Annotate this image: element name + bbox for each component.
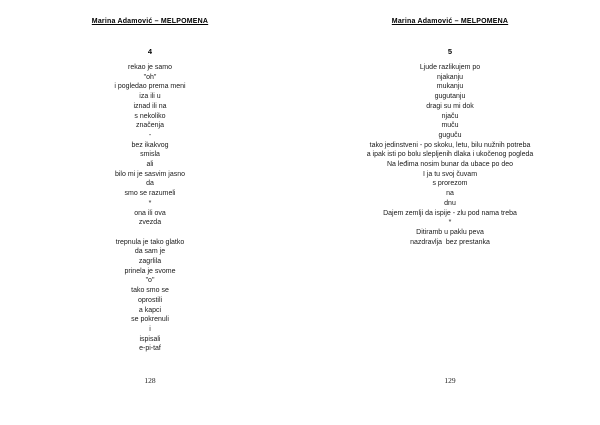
poem-line: s prorezom <box>432 180 468 188</box>
poem-line: dnu <box>444 199 456 207</box>
poem-line: značenja <box>135 122 165 130</box>
running-header-text: Marina Adamović – MELPOMENA <box>91 18 209 25</box>
poem-body <box>300 63 600 247</box>
poem-line: a kapci <box>138 306 162 314</box>
page-number: 128 <box>144 376 156 385</box>
poem-line: i pogledao prema meni <box>114 83 186 91</box>
running-header-text: Marina Adamović – MELPOMENA <box>391 18 509 25</box>
poem-line: nazdravlja bez prestanka <box>410 238 490 246</box>
poem-line: gugutanju <box>434 93 466 101</box>
poem-line: Ditiramb u paklu peva <box>416 228 484 236</box>
poem-line: dragi su mi dok <box>426 102 474 110</box>
poem-line: smo se razumeli <box>124 190 176 198</box>
poem-line: iznad ili na <box>133 102 167 110</box>
poem-line: ona ili ova <box>134 209 166 217</box>
poem-line: i <box>149 325 151 333</box>
poem-line: * <box>148 199 152 207</box>
poem-number: 5 <box>447 47 453 56</box>
running-header <box>0 18 300 25</box>
poem-line: - <box>148 131 152 139</box>
poem-line: zagrlila <box>138 258 162 266</box>
poem-line: prinela je svome <box>124 267 176 275</box>
poem-line: iza ili u <box>139 93 161 101</box>
poem-line: a ipak isti po bolu slepljenih dlaka i ukočenog pogleda <box>366 151 534 159</box>
poem-line: "o" <box>145 277 155 285</box>
poem-line: da <box>146 180 154 188</box>
poem-line: guguču <box>438 131 462 139</box>
poem-line: Ljude razlikujem po <box>419 64 481 71</box>
poem-line: I ja tu svoj čuvam <box>422 170 478 178</box>
page-right <box>300 0 600 425</box>
poem-line: njakanju <box>436 73 464 81</box>
poem-line: e-pi-taf <box>139 345 161 353</box>
poem-line: tako smo se <box>131 287 169 295</box>
poem-line: da sam je <box>134 248 166 256</box>
poem-line: ali <box>146 161 154 169</box>
poem-line: ispisali <box>139 335 161 343</box>
poem-number: 4 <box>147 47 153 56</box>
poem-body <box>0 63 300 354</box>
running-header <box>300 18 600 25</box>
poem-line: * <box>448 219 452 227</box>
poem-line <box>0 228 300 238</box>
poem-line: oprostili <box>137 296 163 304</box>
poem-line: Dajem zemlji da ispije - zlu pod nama treba <box>383 209 517 217</box>
poem-line: bilo mi je sasvim jasno <box>114 170 186 178</box>
poem-line: tako jedinstveni - po skoku, letu, bilu nužnih potreba <box>369 141 531 149</box>
page-number: 129 <box>444 376 456 385</box>
poem-line: Na leđima nosim bunar da ubace po deo <box>386 161 514 169</box>
poem-line: se pokrenuli <box>131 316 169 324</box>
poem-line: njaču <box>441 112 459 120</box>
poem-line: bez ikakvog <box>131 141 169 149</box>
poem-line: "oh" <box>143 73 157 81</box>
poem-line: smisla <box>140 151 160 159</box>
poem-line: s nekoliko <box>134 112 166 120</box>
poem-line: trepnula je tako glatko <box>115 238 185 246</box>
poem-line: na <box>446 190 454 198</box>
poem-line: rekao je samo <box>128 64 172 71</box>
poem-line: muču <box>441 122 459 130</box>
poem-line: mukanju <box>436 83 464 91</box>
poem-line: zvezda <box>138 219 162 227</box>
